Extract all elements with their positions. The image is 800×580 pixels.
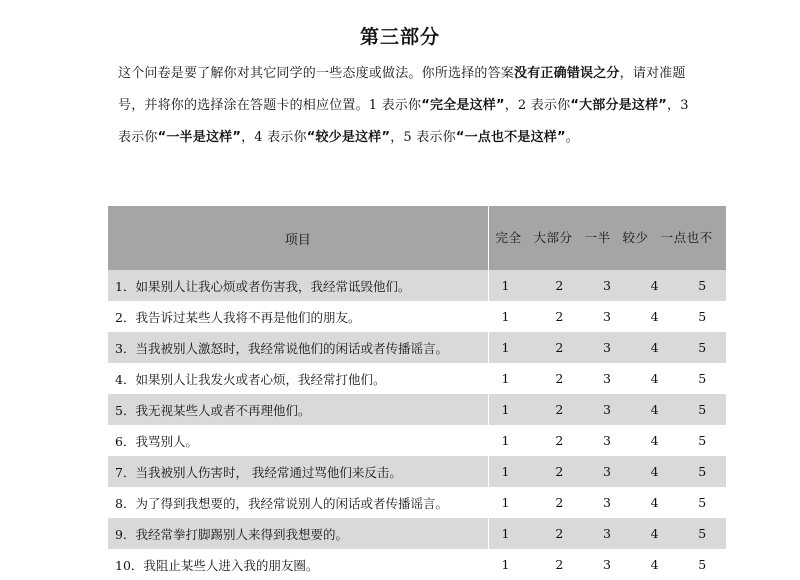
option-value-2: 2 bbox=[536, 394, 584, 425]
item-text: 6．我骂别人。 bbox=[108, 425, 488, 456]
option-value-2: 2 bbox=[536, 456, 584, 487]
intro-text-4: ，3 表示你 bbox=[118, 98, 689, 145]
option-value-5: 5 bbox=[678, 394, 726, 425]
option-value-4: 4 bbox=[631, 363, 679, 394]
option-value-5: 5 bbox=[678, 518, 726, 549]
option-value-1: 1 bbox=[488, 301, 536, 332]
option-value-3: 3 bbox=[583, 549, 631, 580]
option-value-4: 4 bbox=[631, 487, 679, 518]
option-value-3: 3 bbox=[583, 394, 631, 425]
table-row bbox=[108, 270, 726, 301]
option-value-2: 2 bbox=[536, 270, 584, 301]
intro-text-2: ，请对准题号，并将你的选择涂在答题卡的相应位置。1 表示你 bbox=[118, 66, 686, 113]
intro-text-3: ，2 表示你 bbox=[504, 98, 571, 113]
intro-bold-2: “完全是这样” bbox=[421, 98, 505, 113]
table-row bbox=[108, 332, 726, 363]
option-value-4: 4 bbox=[631, 332, 679, 363]
option-value-4: 4 bbox=[631, 456, 679, 487]
option-value-3: 3 bbox=[583, 425, 631, 456]
intro-bold-3: “大部分是这样” bbox=[570, 98, 668, 113]
intro-text-6: ，5 表示你 bbox=[390, 130, 456, 145]
option-value-4: 4 bbox=[631, 394, 679, 425]
header-option-2: 大部分 bbox=[533, 230, 573, 245]
option-value-1: 1 bbox=[488, 332, 536, 363]
option-value-1: 1 bbox=[488, 363, 536, 394]
option-value-1: 1 bbox=[488, 549, 536, 580]
option-value-5: 5 bbox=[678, 363, 726, 394]
intro-text-7: 。 bbox=[565, 130, 579, 145]
option-value-4: 4 bbox=[631, 301, 679, 332]
table-header-row bbox=[108, 206, 726, 270]
option-value-5: 5 bbox=[678, 301, 726, 332]
option-value-3: 3 bbox=[583, 456, 631, 487]
option-value-1: 1 bbox=[488, 425, 536, 456]
table-row bbox=[108, 394, 726, 425]
option-value-3: 3 bbox=[583, 363, 631, 394]
section-title: 第三部分 bbox=[359, 26, 440, 48]
option-value-4: 4 bbox=[631, 518, 679, 549]
header-option-5: 一点也不 bbox=[660, 230, 713, 245]
intro-bold-6: “一点也不是这样” bbox=[455, 130, 566, 145]
option-value-1: 1 bbox=[488, 518, 536, 549]
header-option-1: 完全 bbox=[495, 230, 522, 245]
option-value-4: 4 bbox=[631, 270, 679, 301]
intro-text-1: 这个问卷是要了解你对其它同学的一些态度或做法。你所选择的答案 bbox=[118, 66, 515, 81]
option-value-3: 3 bbox=[583, 270, 631, 301]
option-value-2: 2 bbox=[536, 487, 584, 518]
intro-bold-4: “一半是这样” bbox=[157, 130, 242, 145]
item-text: 5．我无视某些人或者不再理他们。 bbox=[108, 394, 488, 425]
option-value-5: 5 bbox=[678, 456, 726, 487]
option-value-4: 4 bbox=[631, 425, 679, 456]
item-text: 3．当我被别人激怒时，我经常说他们的闲话或者传播谣言。 bbox=[108, 332, 488, 363]
header-option-4: 较少 bbox=[622, 230, 649, 245]
item-text: 7．当我被别人伤害时， 我经常通过骂他们来反击。 bbox=[108, 456, 488, 487]
item-text: 9．我经常拳打脚踢别人来得到我想要的。 bbox=[108, 518, 488, 549]
header-option-3: 一半 bbox=[584, 230, 611, 245]
intro-text-5: ，4 表示你 bbox=[241, 130, 307, 145]
table-row bbox=[108, 363, 726, 394]
table-row bbox=[108, 425, 726, 456]
intro-bold-5: “较少是这样” bbox=[306, 130, 391, 145]
intro-bold-1: 没有正确错误之分 bbox=[514, 66, 620, 81]
table-row bbox=[108, 549, 726, 580]
item-text: 4．如果别人让我发火或者心烦，我经常打他们。 bbox=[108, 363, 488, 394]
survey-table bbox=[108, 206, 726, 580]
option-value-2: 2 bbox=[536, 549, 584, 580]
option-value-5: 5 bbox=[678, 487, 726, 518]
option-value-3: 3 bbox=[583, 518, 631, 549]
header-item: 项目 bbox=[108, 206, 488, 270]
option-value-2: 2 bbox=[536, 518, 584, 549]
option-value-5: 5 bbox=[678, 549, 726, 580]
option-value-2: 2 bbox=[536, 425, 584, 456]
option-value-1: 1 bbox=[488, 487, 536, 518]
table-row bbox=[108, 487, 726, 518]
option-value-2: 2 bbox=[536, 363, 584, 394]
option-value-5: 5 bbox=[678, 332, 726, 363]
option-value-3: 3 bbox=[583, 301, 631, 332]
item-text: 2．我告诉过某些人我将不再是他们的朋友。 bbox=[108, 301, 488, 332]
table-row bbox=[108, 301, 726, 332]
option-value-3: 3 bbox=[583, 332, 631, 363]
table-row bbox=[108, 518, 726, 549]
option-value-4: 4 bbox=[631, 549, 679, 580]
item-text: 8．为了得到我想要的，我经常说别人的闲话或者传播谣言。 bbox=[108, 487, 488, 518]
item-text: 10．我阻止某些人进入我的朋友圈。 bbox=[108, 549, 488, 580]
option-value-1: 1 bbox=[488, 270, 536, 301]
instructions-paragraph bbox=[118, 58, 698, 154]
option-value-3: 3 bbox=[583, 487, 631, 518]
option-value-2: 2 bbox=[536, 301, 584, 332]
header-options bbox=[488, 206, 726, 270]
option-value-1: 1 bbox=[488, 456, 536, 487]
option-value-5: 5 bbox=[678, 425, 726, 456]
table-row bbox=[108, 456, 726, 487]
option-value-1: 1 bbox=[488, 394, 536, 425]
option-value-2: 2 bbox=[536, 332, 584, 363]
option-value-5: 5 bbox=[678, 270, 726, 301]
item-text: 1．如果别人让我心烦或者伤害我，我经常诋毁他们。 bbox=[108, 270, 488, 301]
